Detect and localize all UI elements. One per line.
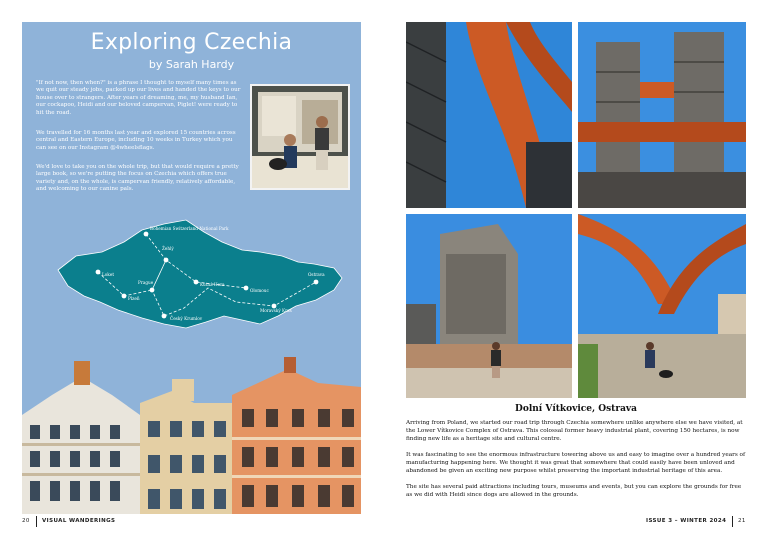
right-page — [384, 0, 768, 543]
photo-woman-gasholder — [406, 214, 572, 398]
section-heading: Dolní Vítkovice, Ostrava — [515, 404, 637, 414]
map-label-bohemian: Bohemian Switzerland National Park — [150, 226, 229, 231]
photo-pipes-upward — [406, 22, 572, 208]
photo-man-and-dog-art — [578, 214, 746, 398]
page-number-right: 21 — [738, 518, 746, 524]
map-label-kutna: Kutná Hora — [200, 282, 225, 287]
photo-woman-gasholder-art — [406, 214, 572, 398]
intro-paragraph-2: We travelled for 16 months last year and explored 15 countries across central and Eastern Europe, including 10 weeks in Turkey which you can see on our Instagram @4wheelsflags. — [36, 130, 236, 151]
photo-pipes-upward-art — [406, 22, 572, 208]
map-label-loket: Loket — [102, 272, 115, 277]
map-label-zelezy: Žehlý — [162, 246, 174, 251]
campervan-photo — [250, 84, 350, 190]
footer-divider-left — [36, 516, 37, 527]
map-label-olomouc: Olomouc — [250, 288, 269, 293]
photo-blast-furnaces — [578, 22, 746, 208]
map-label-prague: Prague — [138, 280, 154, 285]
feature-panel — [22, 22, 361, 514]
photo-blast-furnaces-art — [578, 22, 746, 208]
prague-facades-photo — [22, 355, 361, 514]
map-label-plzen: Plzeň — [128, 296, 140, 301]
issue-label: ISSUE 3 – WINTER 2024 — [646, 518, 727, 524]
article-title: Exploring Czechia — [90, 30, 293, 55]
page-number-left: 20 — [22, 518, 30, 524]
body-paragraph-1: Arriving from Poland, we started our road trip through Czechia somewhere unlike anywhere else we have visited, at the Lower Vítkovice Complex of Ostrava. This colossal former heavy industrial plant, covering 150 hectares, is now finding new life as a heritage site and cultural centre. — [406, 420, 743, 442]
body-paragraph-2: It was fascinating to see the enormous infrastructure towering above us and easy to imagine over a hundred years of manufacturing happening here. We thought it was great that somewhere that could easily have been unloved and abandoned be given an exciting new purpose whilst preserving the important industrial heritage of this area. — [406, 452, 746, 474]
czechia-route-map — [46, 212, 346, 332]
intro-paragraph-1: "If not now, then when?" is a phrase I thought to myself many times as we quit our steady jobs, packed up our lives and handed the keys to our house over to strangers. After years of dreaming, me, my husband Ian, our cockapoo, Heidi and our beloved campervan, Piglet! were ready to hit the road. — [36, 80, 241, 116]
magazine-name: VISUAL WANDERINGS — [42, 518, 116, 524]
footer-divider-right — [732, 516, 733, 527]
body-paragraph-3: The site has several paid attractions including tours, museums and events, but you can explore the grounds for free as we did with Heidi since dogs are allowed in the grounds. — [406, 484, 742, 498]
photo-man-and-dog — [578, 214, 746, 398]
map-label-ostrava: Ostrava — [308, 272, 325, 277]
map-label-cesky: Český Krumlov — [170, 316, 203, 321]
campervan-photo-art — [252, 86, 348, 188]
article-byline: by Sarah Hardy — [148, 58, 235, 71]
intro-paragraph-3: We'd love to take you on the whole trip, but that would require a pretty large book, so we're putting the focus on Czechia which offers true variety and, on the whole, is campervan friendly, relatively affordable, and welcoming to our canine pals. — [36, 164, 239, 193]
map-label-moravsky: Moravský Kras — [260, 308, 292, 313]
